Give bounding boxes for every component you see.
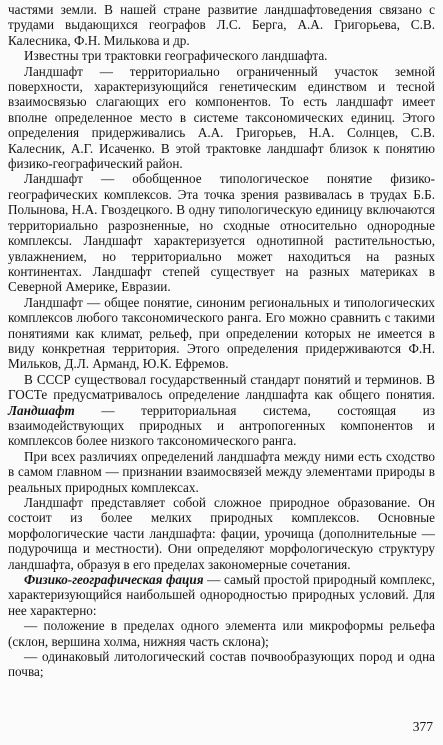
paragraph-regional-definition: Ландшафт — территориально ограниченный участок земной поверхности, характеризующийся генетическим единством и тесной взаимосвязью слагающих его компонентов. То есть ландшафт имеет вполне определенное место в системе таксономических единиц. Этого определения придерживались А.А. Григорьев, Н.А. Солнцев, С.В. Калесник, А.Г. Исаченко. В этой трактовке ландшафт близок к понятию физико-географический район. <box>8 63 435 172</box>
paragraph-continuation: частями земли. В нашей стране развитие ландшафтоведения связано с трудами выдающихся географов Л.С. Берга, А.А. Григорьева, С.В. Калесника, Ф.Н. Милькова и др. <box>8 2 435 48</box>
gost-text-after: — территориальная система, состоящая из взаимодействующих природных и антропогенных компонентов и комплексов более низкого таксономического ранга. <box>8 402 435 449</box>
paragraph-facies-definition <box>8 572 435 618</box>
term-landscape: Ландшафт <box>8 402 75 418</box>
paragraph-general-definition: Ландшафт — общее понятие, синоним региональных и типологических комплексов любого таксономического ранга. Его можно сравнить с такими понятиями как климат, рельеф, при определении которых не имеется в виду конкретная территория. Этого определения придерживаются Ф.Н. Мильков, Д.Л. Арманд, Ю.К. Ефремов. <box>8 294 435 372</box>
list-item-lithology: — одинаковый литологический состав почвообразующих пород и одна почва; <box>8 649 435 680</box>
paragraph-gost-standard <box>8 372 435 449</box>
gost-text-before: В СССР существовал государственный стандарт понятий и терминов. В ГОСТе предусматривалось определение ландшафта как общего понятия. <box>8 371 435 403</box>
paragraph-typological-definition: Ландшафт — обобщенное типологическое понятие физико-географических комплексов. Эта точка зрения развивалась в трудах Б.Б. Полынова, Н.А. Гвоздецкого. В одну типологическую единицу включаются территориально разрозненные, но сходные относительно однородные комплексы. Ландшафт характеризуется однотипной растительностью, увлажнением, но территориально может находиться на разных континентах. Ландшафт степей существует на разных материках в Северной Америке, Евразии. <box>8 171 435 295</box>
paragraph-similarity: При всех различиях определений ландшафта между ними есть сходство в самом главном — признании взаимосвязей между элементами природы в реальных природных комплексах. <box>8 448 435 495</box>
term-facies: Физико-географическая фация <box>24 572 204 588</box>
page-number: 377 <box>412 719 433 734</box>
list-item-relief: — положение в пределах одного элемента или микроформы рельефа (склон, вершина холма, нижняя часть склона); <box>8 618 435 649</box>
page-text <box>8 2 435 680</box>
paragraph-three-interpretations: Известны три трактовки географического ландшафта. <box>24 48 328 64</box>
facies-text: — самый простой природный комплекс, характеризующийся наибольшей однородностью природных условий. Для нее характерно: <box>8 572 435 618</box>
paragraph-morphological-parts: Ландшафт представляет собой сложное природное образование. Он состоит из более мелких природных комплексов. Основные морфологические части ландшафта: фации, урочища (дополнительные — подурочища и местности). Они определяют морфологическую структуру ландшафта, образуя в его пределах закономерные сочетания. <box>8 495 435 572</box>
